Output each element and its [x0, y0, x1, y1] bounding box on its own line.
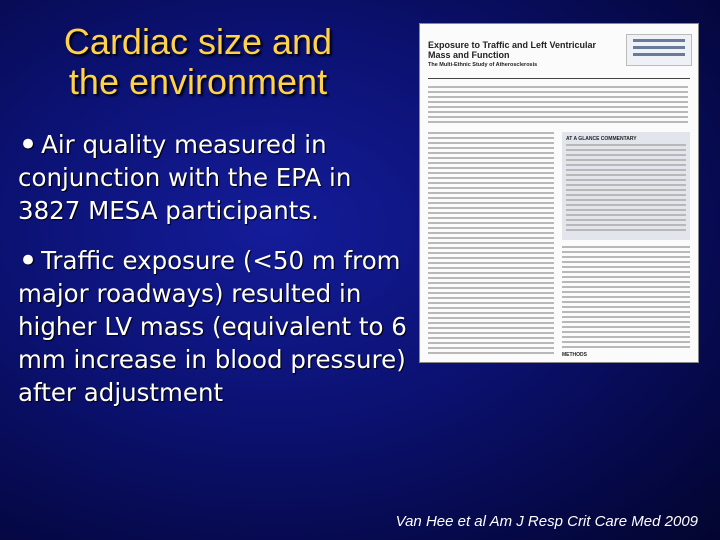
author-block — [428, 86, 688, 126]
intro-column — [562, 246, 690, 351]
bullet-icon: • — [18, 241, 39, 281]
journal-logo — [626, 34, 692, 66]
paper-title: Exposure to Traffic and Left Ventricular Mass and Function — [428, 40, 597, 60]
bullet-icon: • — [18, 125, 39, 165]
methods-heading: METHODS — [562, 352, 587, 358]
commentary-box — [562, 132, 690, 240]
bullet-text: Air quality measured in conjunction with the EPA in 3827 MESA participants. — [18, 130, 352, 225]
citation: Van Hee et al Am J Resp Crit Care Med 2009 — [395, 513, 698, 530]
commentary-header: AT A GLANCE COMMENTARY — [566, 136, 637, 142]
slide-title — [28, 22, 368, 102]
paper-subtitle: The Multi-Ethnic Study of Atherosclerosis — [428, 62, 538, 68]
abstract-column — [428, 132, 554, 357]
divider — [428, 78, 690, 79]
bullet-list — [18, 125, 418, 426]
paper-thumbnail — [420, 24, 698, 362]
slide-title-line-1: Cardiac size and — [63, 21, 333, 62]
slide-title-line-2: the environment — [68, 61, 328, 102]
bullet-item — [18, 241, 418, 409]
bullet-text: Traffic exposure (<50 m from major roadways) resulted in higher LV mass (equivalent to 6 mm increase in blood pressure) after adjustment — [18, 246, 407, 407]
bullet-item — [18, 125, 418, 227]
